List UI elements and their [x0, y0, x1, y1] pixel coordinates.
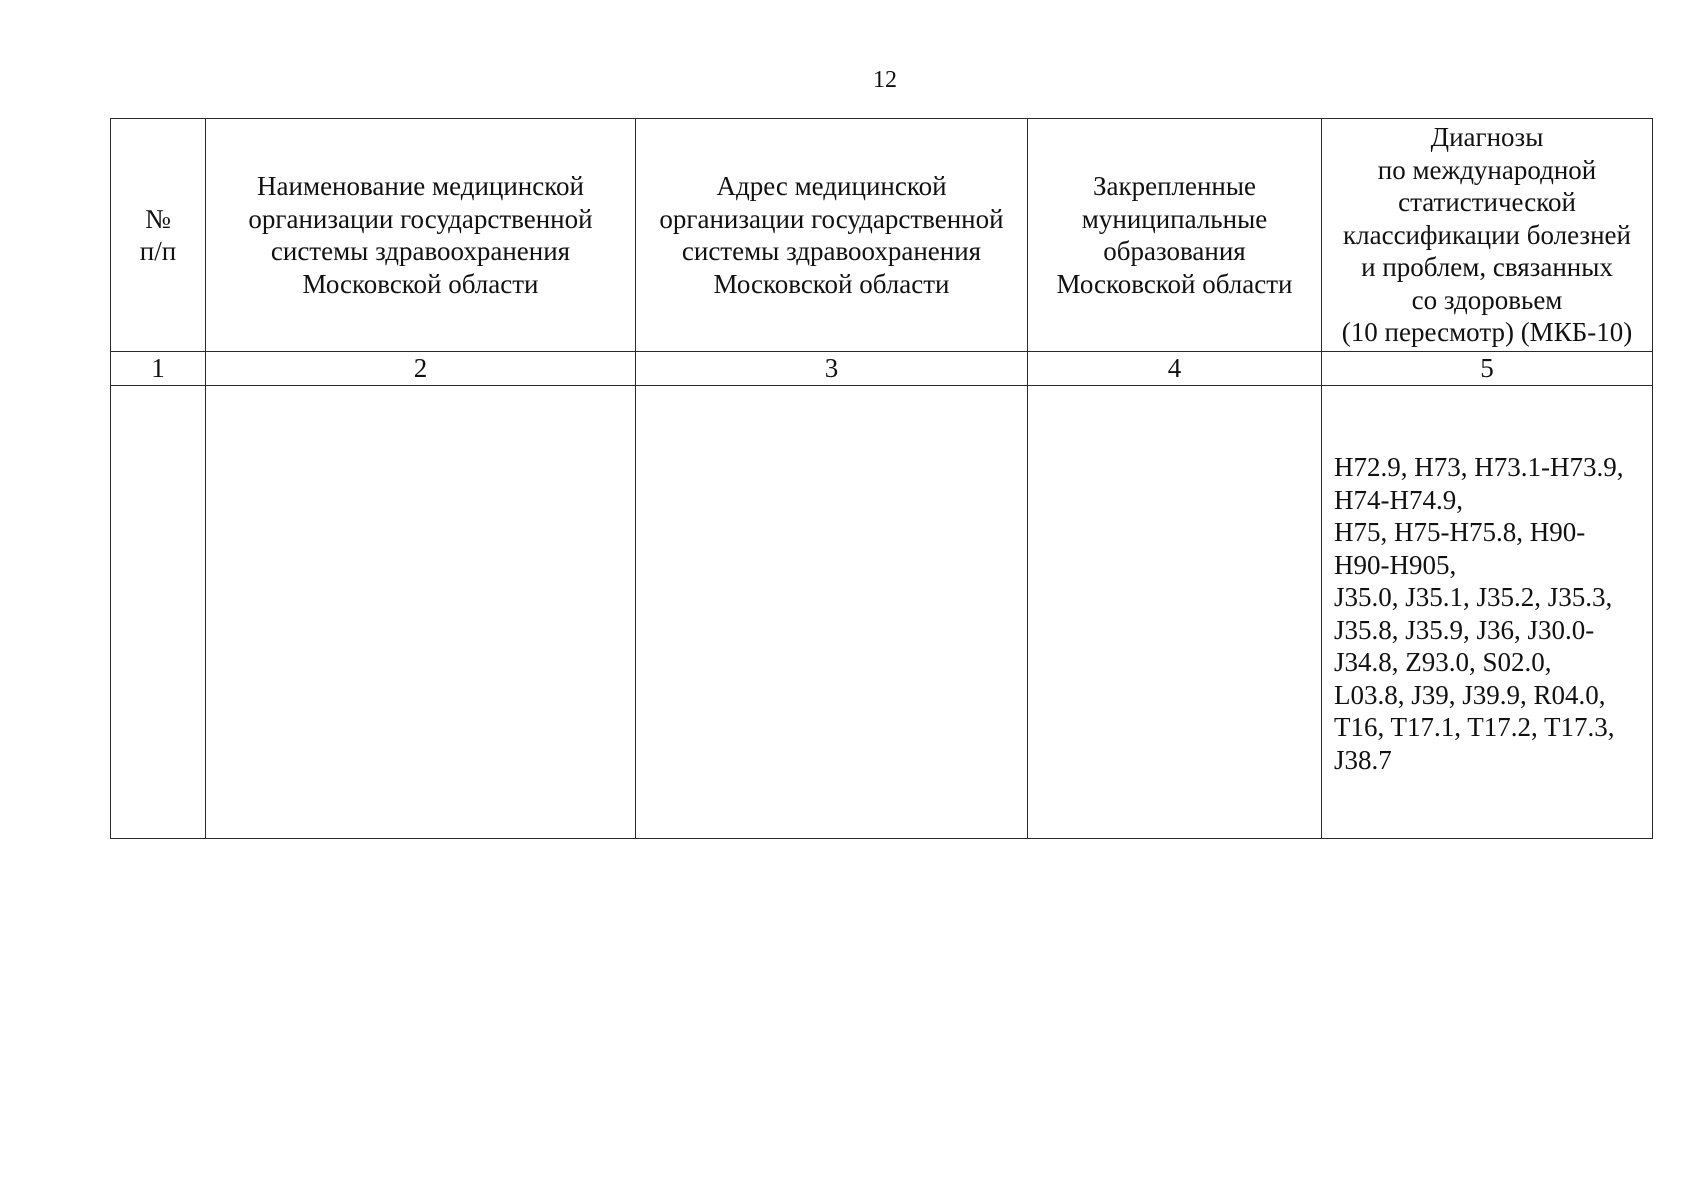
- diagnoses-codes: H72.9, H73, H73.1-H73.9, H74-H74.9, H75, H75-H75.8, H90- H90-H905, J35.0, J35.1, J35.2, J35.3, J35.8, J35.9, J36, J30.0- J34.8, Z93.0, S02.0, L03.8, J39, J39.9, R04.0, T16, T17.1, T17.2, T17.3, J38.7: [1334, 452, 1624, 775]
- column-number-row: [111, 352, 1653, 386]
- table-header-row: [111, 119, 1653, 352]
- header-organization-address: Адрес медицинской организации государственной системы здравоохранения Московской области: [636, 119, 1028, 352]
- cell-organization-name: [206, 385, 636, 838]
- column-number-4: 4: [1028, 352, 1322, 386]
- cell-organization-address: [636, 385, 1028, 838]
- cell-diagnoses: [1322, 385, 1653, 838]
- column-number-5: 5: [1322, 352, 1653, 386]
- cell-number: [111, 385, 206, 838]
- header-diagnoses: Диагнозы по международной статистической классификации болезней и проблем, связанных со здоровьем (10 пересмотр) (МКБ-10): [1322, 119, 1653, 352]
- column-number-3: 3: [636, 352, 1028, 386]
- document-table: [110, 118, 1653, 839]
- table-row: [111, 385, 1653, 838]
- column-number-1: 1: [111, 352, 206, 386]
- column-number-2: 2: [206, 352, 636, 386]
- header-number: № п/п: [111, 119, 206, 352]
- page-number: 12: [873, 67, 897, 93]
- header-organization-name: Наименование медицинской организации государственной системы здравоохранения Московской области: [206, 119, 636, 352]
- cell-municipalities: [1028, 385, 1322, 838]
- header-municipalities: Закрепленные муниципальные образования Московской области: [1028, 119, 1322, 352]
